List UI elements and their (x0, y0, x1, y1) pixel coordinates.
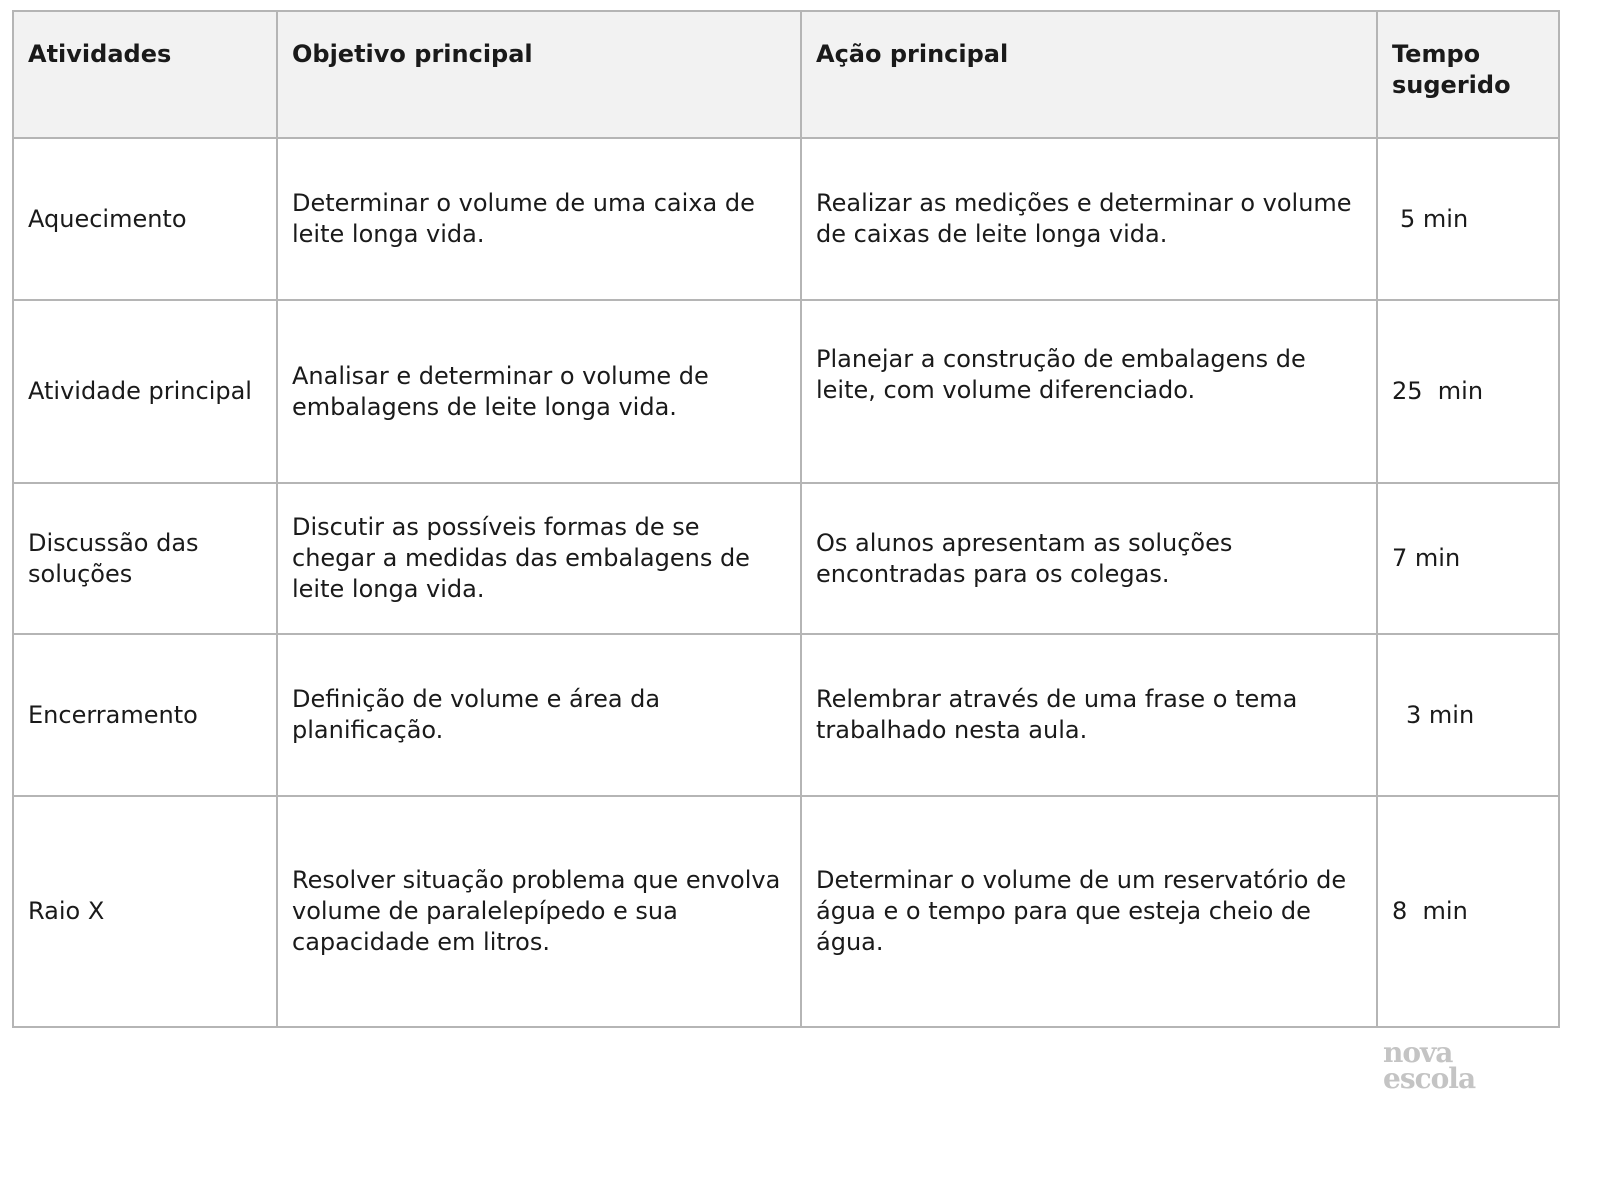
cell-tempo: 3 min (1377, 634, 1559, 796)
header-row (13, 11, 1559, 138)
cell-atividade: Discussão das soluções (13, 483, 277, 634)
header-acao: Ação principal (801, 11, 1377, 138)
cell-acao: Relembrar através de uma frase o tema trabalhado nesta aula. (801, 634, 1377, 796)
cell-atividade: Atividade principal (13, 300, 277, 483)
table-row (13, 483, 1559, 634)
table-row (13, 634, 1559, 796)
cell-acao: Planejar a construção de embalagens de leite, com volume diferenciado. (801, 300, 1377, 483)
cell-objetivo: Definição de volume e área da planificação. (277, 634, 801, 796)
header-tempo: Tempo sugerido (1377, 11, 1559, 138)
cell-tempo: 5 min (1377, 138, 1559, 300)
table-row (13, 138, 1559, 300)
lesson-plan-table (12, 10, 1560, 1028)
header-atividades: Atividades (13, 11, 277, 138)
cell-acao: Determinar o volume de um reservatório de água e o tempo para que esteja cheio de água. (801, 796, 1377, 1027)
nova-escola-logo (1383, 1036, 1476, 1095)
header-objetivo: Objetivo principal (277, 11, 801, 138)
cell-tempo: 8 min (1377, 796, 1559, 1027)
table-row (13, 796, 1559, 1027)
cell-acao: Os alunos apresentam as soluções encontradas para os colegas. (801, 483, 1377, 634)
logo-line-1: nova (1383, 1036, 1453, 1069)
cell-objetivo: Discutir as possíveis formas de se chegar a medidas das embalagens de leite longa vida. (277, 483, 801, 634)
table-row (13, 300, 1559, 483)
cell-atividade: Encerramento (13, 634, 277, 796)
cell-objetivo: Determinar o volume de uma caixa de leite longa vida. (277, 138, 801, 300)
cell-acao: Realizar as medições e determinar o volume de caixas de leite longa vida. (801, 138, 1377, 300)
cell-atividade: Raio X (13, 796, 277, 1027)
cell-tempo: 7 min (1377, 483, 1559, 634)
logo-line-2: escola (1383, 1062, 1476, 1095)
cell-objetivo: Analisar e determinar o volume de embalagens de leite longa vida. (277, 300, 801, 483)
cell-objetivo: Resolver situação problema que envolva volume de paralelepípedo e sua capacidade em litros. (277, 796, 801, 1027)
cell-tempo: 25 min (1377, 300, 1559, 483)
cell-atividade: Aquecimento (13, 138, 277, 300)
